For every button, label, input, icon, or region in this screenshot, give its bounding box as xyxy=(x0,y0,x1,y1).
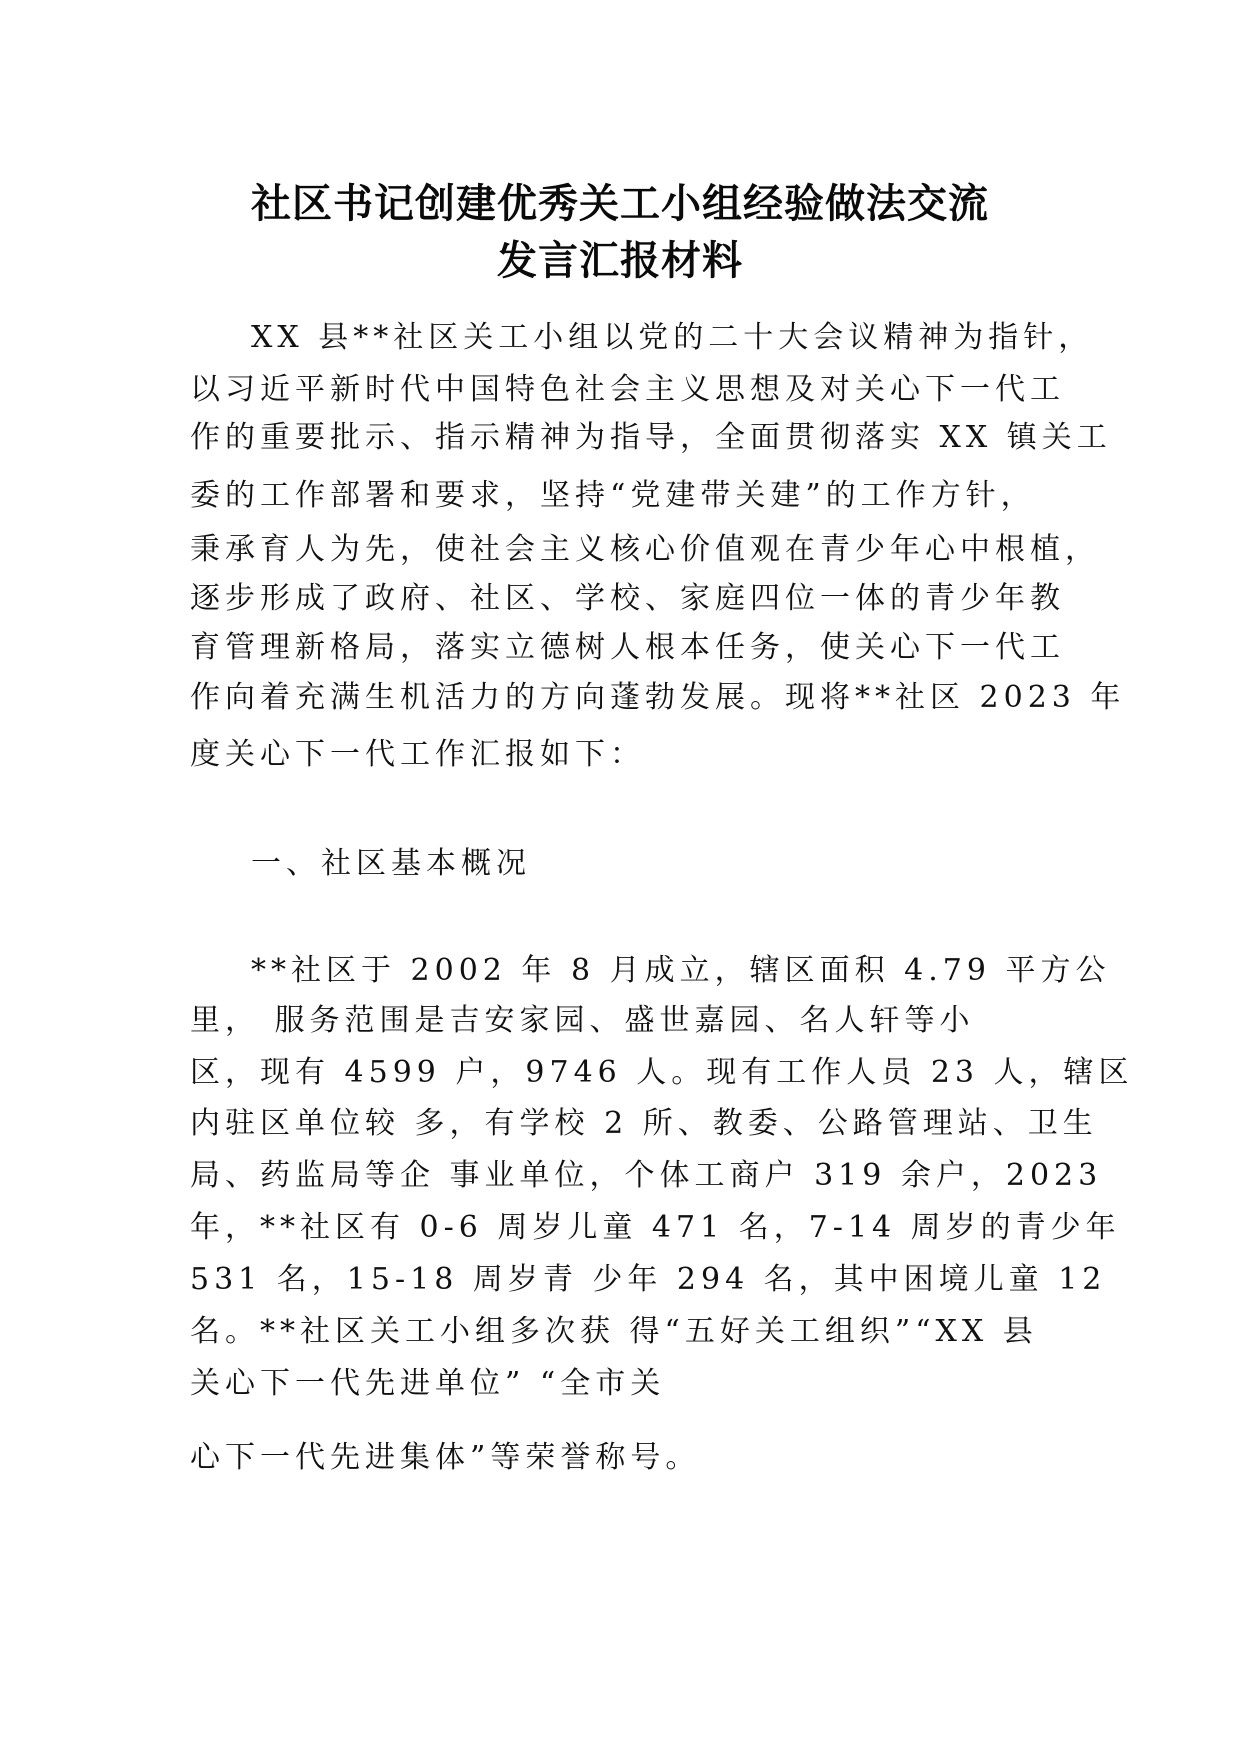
overview-paragraph-line: 局、药监局等企 事业单位，个体工商户 319 余户，2023 xyxy=(190,1158,1103,1193)
overview-paragraph-line: 里， 服务范围是吉安家园、盛世嘉园、名人轩等小 xyxy=(190,1003,975,1038)
overview-paragraph-line: 区，现有 4599 户，9746 人。现有工作人员 23 人，辖区 xyxy=(190,1055,1134,1090)
document-title-line-2: 发言汇报材料 xyxy=(497,238,743,284)
intro-paragraph-line: 度关心下一代工作汇报如下： xyxy=(190,737,645,772)
intro-paragraph-line: 作向着充满生机活力的方向蓬勃发展。现将**社区 2023 年 xyxy=(190,680,1126,715)
intro-paragraph-line: 逐步形成了政府、社区、学校、家庭四位一体的青少年教 xyxy=(190,581,1065,616)
overview-paragraph-line: 心下一代先进集体”等荣誉称号。 xyxy=(190,1440,701,1475)
overview-paragraph-line: 关心下一代先进单位” “全市关 xyxy=(190,1366,666,1401)
overview-paragraph-line: 名。**社区关工小组多次获 得“五好关工组织”“XX 县 xyxy=(190,1314,1038,1349)
intro-paragraph-line: 作的重要批示、指示精神为指导，全面贯彻落实 XX 镇关工 xyxy=(190,420,1112,455)
intro-paragraph-line: 委的工作部署和要求，坚持“党建带关建”的工作方针， xyxy=(190,478,1036,513)
overview-paragraph-line: **社区于 2002 年 8 月成立，辖区面积 4.79 平方公 xyxy=(251,953,1111,988)
section-heading: 一、社区基本概况 xyxy=(251,846,531,881)
intro-paragraph-line: 秉承育人为先，使社会主义核心价值观在青少年心中根植， xyxy=(190,532,1100,567)
intro-paragraph-line: XX 县**社区关工小组以党的二十大会议精神为指针， xyxy=(251,320,1094,355)
overview-paragraph-line: 内驻区单位较 多，有学校 2 所、教委、公路管理站、卫生 xyxy=(190,1106,1098,1141)
intro-paragraph-line: 以习近平新时代中国特色社会主义思想及对关心下一代工 xyxy=(190,372,1065,407)
intro-paragraph-line: 育管理新格局，落实立德树人根本任务，使关心下一代工 xyxy=(190,630,1065,665)
overview-paragraph-line: 年，**社区有 0-6 周岁儿童 471 名，7-14 周岁的青少年 xyxy=(190,1210,1121,1245)
document-title-line-1: 社区书记创建优秀关工小组经验做法交流 xyxy=(251,181,989,227)
overview-paragraph-line: 531 名，15-18 周岁青 少年 294 名，其中困境儿童 12 xyxy=(190,1262,1107,1297)
